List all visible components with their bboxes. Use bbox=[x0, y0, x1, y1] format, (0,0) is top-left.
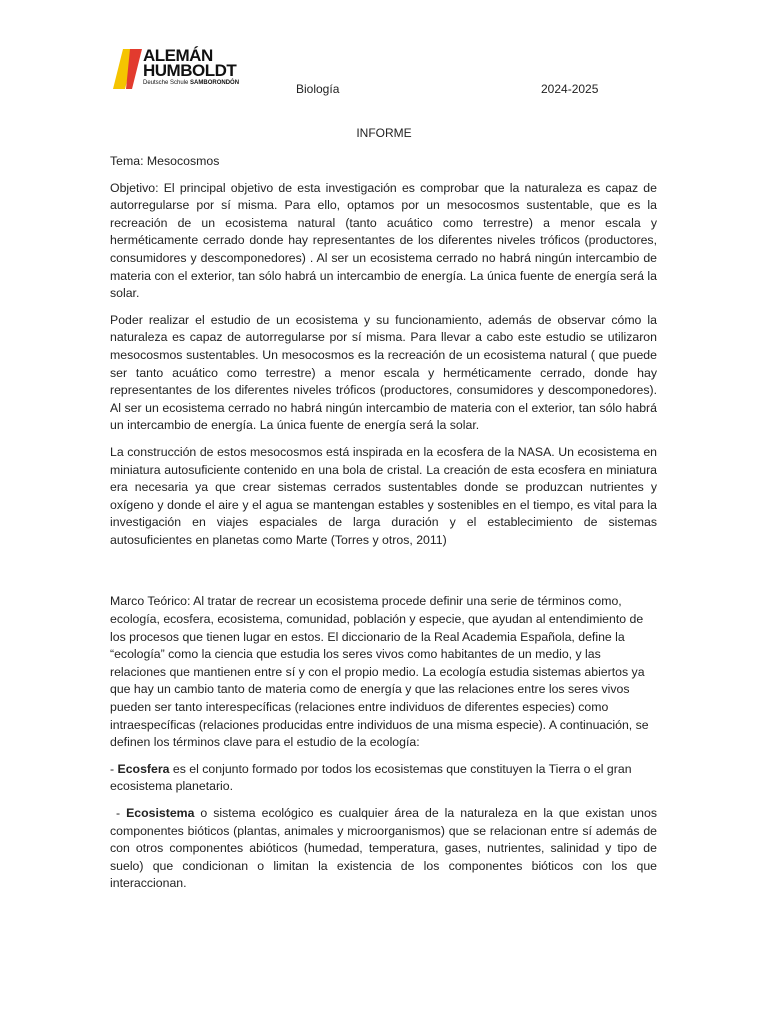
definition-prefix: - bbox=[110, 761, 118, 776]
document-body bbox=[110, 153, 657, 902]
school-logo bbox=[113, 47, 259, 91]
nasa-paragraph: La construcción de estos mesocosmos está inspirada en la ecosfera de la NASA. Un ecosistema en miniatura autosuficiente contenido en una bola de cristal. La creación de esta ecosfera en miniatura era necesaria ya que crear sistemas cerrados sustentables donde se produzcan nutrientes y oxígeno y donde el aire y el agua se mantengan estables y sostenibles en el tiempo, es vital para la investigación en viajes espaciales de larga duración y el establecimiento de sistemas autosuficientes en planetas como Marte (Torres y otros, 2011) bbox=[110, 444, 657, 547]
definition-term: Ecosfera bbox=[117, 761, 170, 776]
definition-text: o sistema ecológico es cualquier área de la naturaleza en la que existan unos componentes bióticos (plantas, animales y microorganismos) que se relacionan entre sí además de con otros componentes abióticos (humedad, temperatura, gases, nutrientes, salinidad y tipo de suelo) que condicionan o limitan la existencia de los componentes bióticos con los que interaccionan. bbox=[110, 806, 657, 891]
logo-subtitle-bold: SAMBORONDÓN bbox=[190, 80, 240, 86]
logo-text-line1: ALEMÁN bbox=[143, 46, 213, 65]
definition-ecosfera bbox=[110, 761, 657, 796]
subject-label: Biología bbox=[296, 82, 340, 96]
study-paragraph: Poder realizar el estudio de un ecosistema y su funcionamiento, además de observar cómo la naturaleza es capaz de autorregularse por sí misma. Para llevar a cabo este estudio se utilizaron mesocosmos sustentables. Un mesocosmos es la recreación de un ecosistema natural ( que puede ser tanto acuático como terrestre) a menor escala y herméticamente cerrado, donde hay representantes de los diferentes niveles tróficos (productores, consumidores y descomponedores). Al ser un ecosistema cerrado no habrá ningún intercambio de materia con el exterior, tan sólo habrá un intercambio de energía. La única fuente de energía será la solar. bbox=[110, 312, 657, 433]
definition-ecosistema bbox=[110, 805, 657, 893]
definition-text: es el conjunto formado por todos los ecosistemas que constituyen la Tierra o el gran ecosistema planetario. bbox=[110, 761, 632, 794]
definition-term: Ecosistema bbox=[126, 806, 195, 820]
paragraph-spacer bbox=[110, 558, 657, 593]
logo-mark-icon bbox=[113, 47, 143, 91]
school-year: 2024-2025 bbox=[541, 82, 599, 96]
topic-line: Tema: Mesocosmos bbox=[110, 154, 220, 168]
logo-text-line2: HUMBOLDT bbox=[143, 61, 237, 80]
theory-paragraph: Marco Teórico: Al tratar de recrear un ecosistema procede definir una serie de términos como, ecología, ecosfera, ecosistema, comunidad, población y especie, que ayudan al entendimiento de los procesos que tienen lugar en estos. El diccionario de la Real Academia Española, define la “ecología” como la ciencia que estudia los seres vivos como habitantes de un medio, y las relaciones que mantienen entre sí y con el propio medio. La ecología estudia sistemas abiertos ya que hay un cambio tanto de materia como de energía y que las relaciones entre los seres vivos pueden ser tanto interespecíficas (relaciones entre individuos de diferentes especies) como intraespecíficas (relaciones producidas entre individuos de una misma especie). A continuación, se definen los términos clave para el estudio de la ecología: bbox=[110, 594, 649, 750]
objective-paragraph: Objetivo: El principal objetivo de esta investigación es comprobar que la naturaleza es capaz de autorregularse por sí misma. Para ello, optamos por un mesocosmos sustentable, que es la recreación de un ecosistema natural (tanto acuático como terrestre) a menor escala y herméticamente cerrado donde hay representantes de los diferentes niveles tróficos (productores, consumidores y descomponedores) . Al ser un ecosistema cerrado no habrá ningún intercambio de materia con el exterior, tan sólo habrá un intercambio de energía. La única fuente de energía será la solar. bbox=[110, 180, 657, 301]
document-title: INFORME bbox=[356, 126, 412, 140]
logo-subtitle bbox=[143, 80, 239, 87]
logo-subtitle-prefix: Deutsche Schule bbox=[143, 80, 189, 86]
definition-prefix: - bbox=[110, 806, 127, 820]
